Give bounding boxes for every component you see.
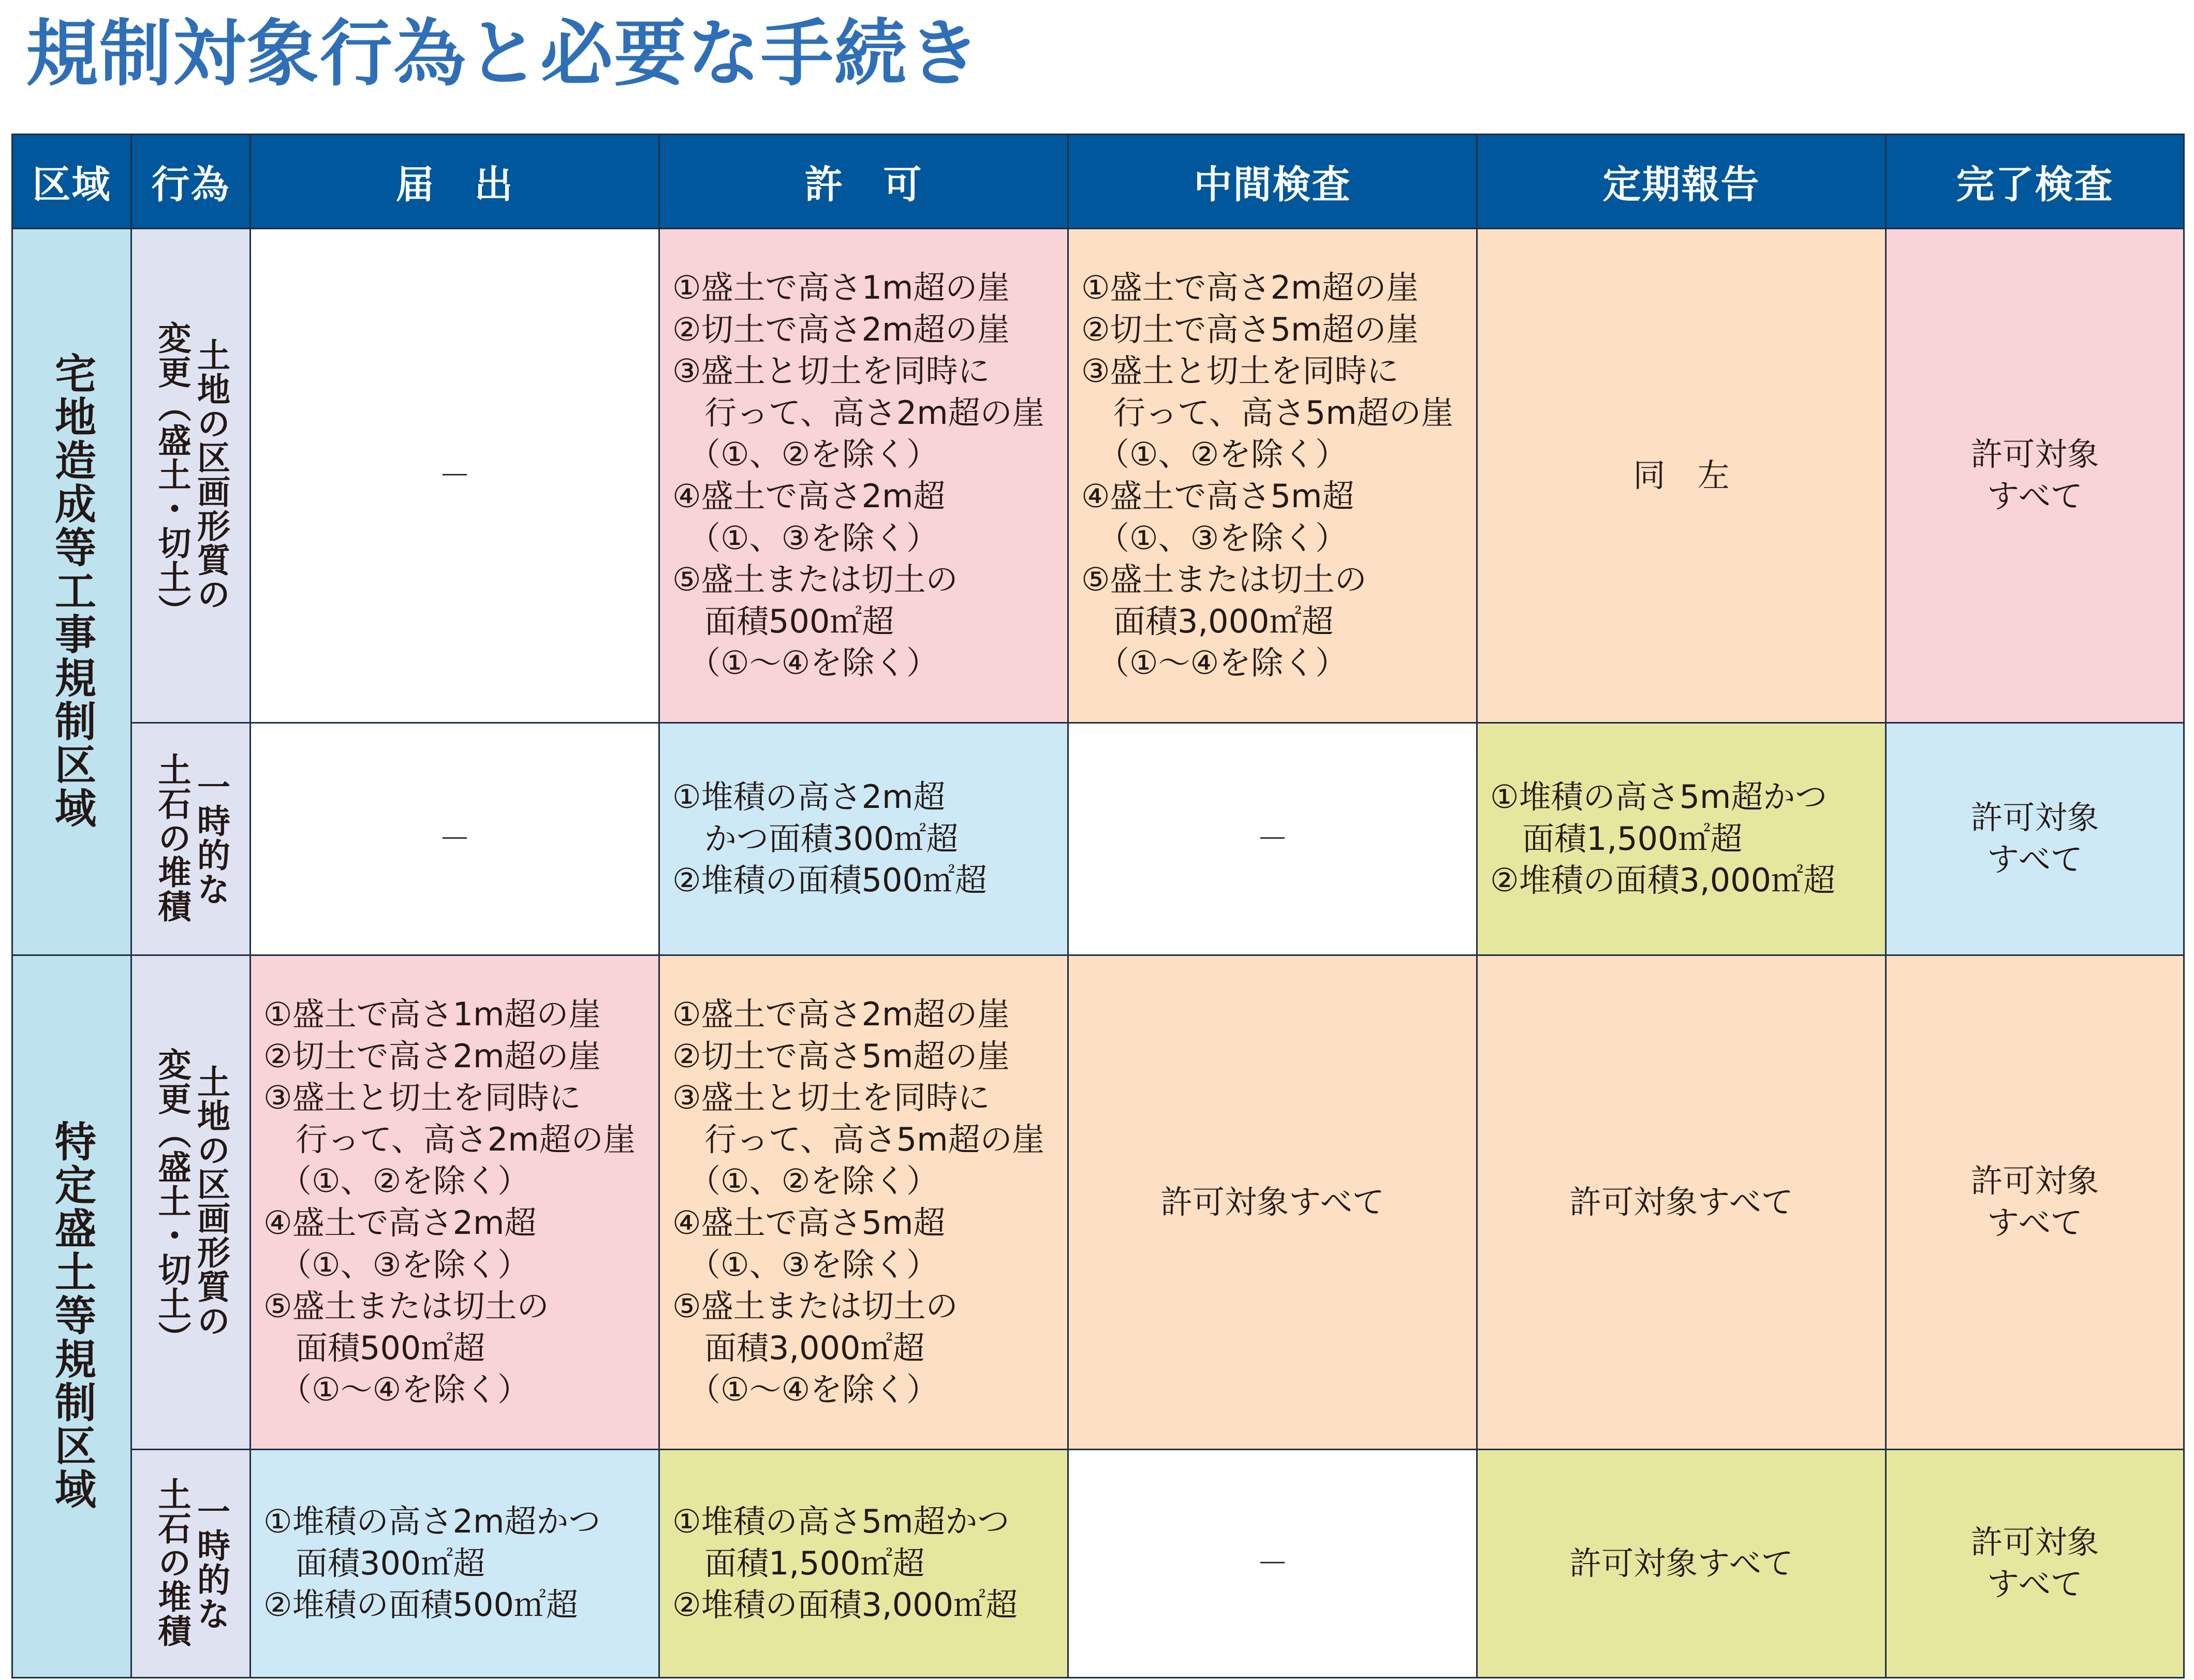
cell-permit — [659, 1450, 1068, 1678]
cell-completion-inspection: 許可対象 すべて — [1886, 955, 2184, 1450]
notification-conditions: ①盛土で高さ1m超の崖 ②切土で高さ2m超の崖 ③盛土と切土を同時に 行って、高さ2m超の崖 （①、②を除く） ④盛土で高さ2m超 （①、③を除く） ⑤盛土または切土の 面積500㎡超 （①～④を除く） — [263, 995, 636, 1409]
page-title: 規制対象行為と必要な手続き — [26, 12, 982, 96]
permit-conditions: ①盛土で高さ2m超の崖 ②切土で高さ5m超の崖 ③盛土と切土を同時に 行って、高さ5m超の崖 （①、②を除く） ④盛土で高さ5m超 （①、③を除く） ⑤盛土または切土の 面積3,000㎡超 （①～④を除く） — [672, 995, 1044, 1409]
act-label: 土地の区画形質の 変更（盛土・切土） — [152, 321, 230, 628]
cell-notification — [251, 955, 659, 1450]
act-label: 一時的な 土石の堆積 — [152, 753, 230, 923]
periodic-conditions: ①堆積の高さ5m超かつ 面積1,500㎡超 ②堆積の面積3,000㎡超 — [1490, 778, 1836, 900]
permit-conditions: ①堆積の高さ2m超 かつ面積300㎡超 ②堆積の面積500㎡超 — [672, 778, 987, 900]
table-row — [12, 229, 2184, 723]
table-row — [12, 1450, 2184, 1678]
cell-permit — [659, 723, 1068, 955]
header-completion-inspection: 完了検査 — [1886, 135, 2184, 229]
permit-conditions: ①盛土で高さ1m超の崖 ②切土で高さ2m超の崖 ③盛土と切土を同時に 行って、高さ2m超の崖 （①、②を除く） ④盛土で高さ2m超 （①、③を除く） ⑤盛土または切土の 面積500㎡超 （①～④を除く） — [672, 269, 1044, 682]
act-land-form-change — [131, 229, 251, 723]
cell-periodic-report: 許可対象すべて — [1477, 955, 1886, 1450]
cell-interim-inspection — [1068, 229, 1477, 723]
cell-notification: － — [251, 723, 659, 955]
regulation-table — [11, 134, 2185, 1678]
cell-permit — [659, 229, 1068, 723]
table-row — [12, 955, 2184, 1450]
cell-periodic-report: 許可対象すべて — [1477, 1450, 1886, 1678]
act-label: 土地の区画形質の 変更（盛土・切土） — [152, 1048, 230, 1355]
header-notification: 届 出 — [251, 135, 659, 229]
header-interim-inspection: 中間検査 — [1068, 135, 1477, 229]
area-tokutei — [12, 955, 131, 1678]
cell-completion-inspection: 許可対象 すべて — [1886, 1450, 2184, 1678]
cell-interim-inspection: － — [1068, 723, 1477, 955]
header-row — [12, 135, 2184, 229]
notification-conditions: ①堆積の高さ2m超かつ 面積300㎡超 ②堆積の面積500㎡超 — [263, 1502, 601, 1624]
cell-periodic-report: 同 左 — [1477, 229, 1886, 723]
act-temporary-soil-pile — [131, 1450, 251, 1678]
cell-interim-inspection: 許可対象すべて — [1068, 955, 1477, 1450]
act-label: 一時的な 土石の堆積 — [152, 1477, 230, 1648]
act-temporary-soil-pile — [131, 723, 251, 955]
area-label: 宅地造成等工事規制区域 — [48, 351, 96, 830]
interim-conditions: ①盛土で高さ2m超の崖 ②切土で高さ5m超の崖 ③盛土と切土を同時に 行って、高さ5m超の崖 （①、②を除く） ④盛土で高さ5m超 （①、③を除く） ⑤盛土または切土の 面積3,000㎡超 （①～④を除く） — [1081, 269, 1453, 682]
header-area: 区域 — [12, 135, 131, 229]
act-land-form-change — [131, 955, 251, 1450]
cell-notification — [251, 1450, 659, 1678]
cell-permit — [659, 955, 1068, 1450]
header-act: 行為 — [131, 135, 251, 229]
cell-periodic-report — [1477, 723, 1886, 955]
cell-notification: － — [251, 229, 659, 723]
cell-completion-inspection: 許可対象 すべて — [1886, 229, 2184, 723]
permit-conditions: ①堆積の高さ5m超かつ 面積1,500㎡超 ②堆積の面積3,000㎡超 — [672, 1502, 1018, 1624]
cell-completion-inspection: 許可対象 すべて — [1886, 723, 2184, 955]
area-takuchi — [12, 229, 131, 955]
cell-interim-inspection: － — [1068, 1450, 1477, 1678]
table-row — [12, 723, 2184, 955]
area-label: 特定盛土等規制区域 — [48, 1119, 96, 1511]
header-periodic-report: 定期報告 — [1477, 135, 1886, 229]
header-permit: 許 可 — [659, 135, 1068, 229]
